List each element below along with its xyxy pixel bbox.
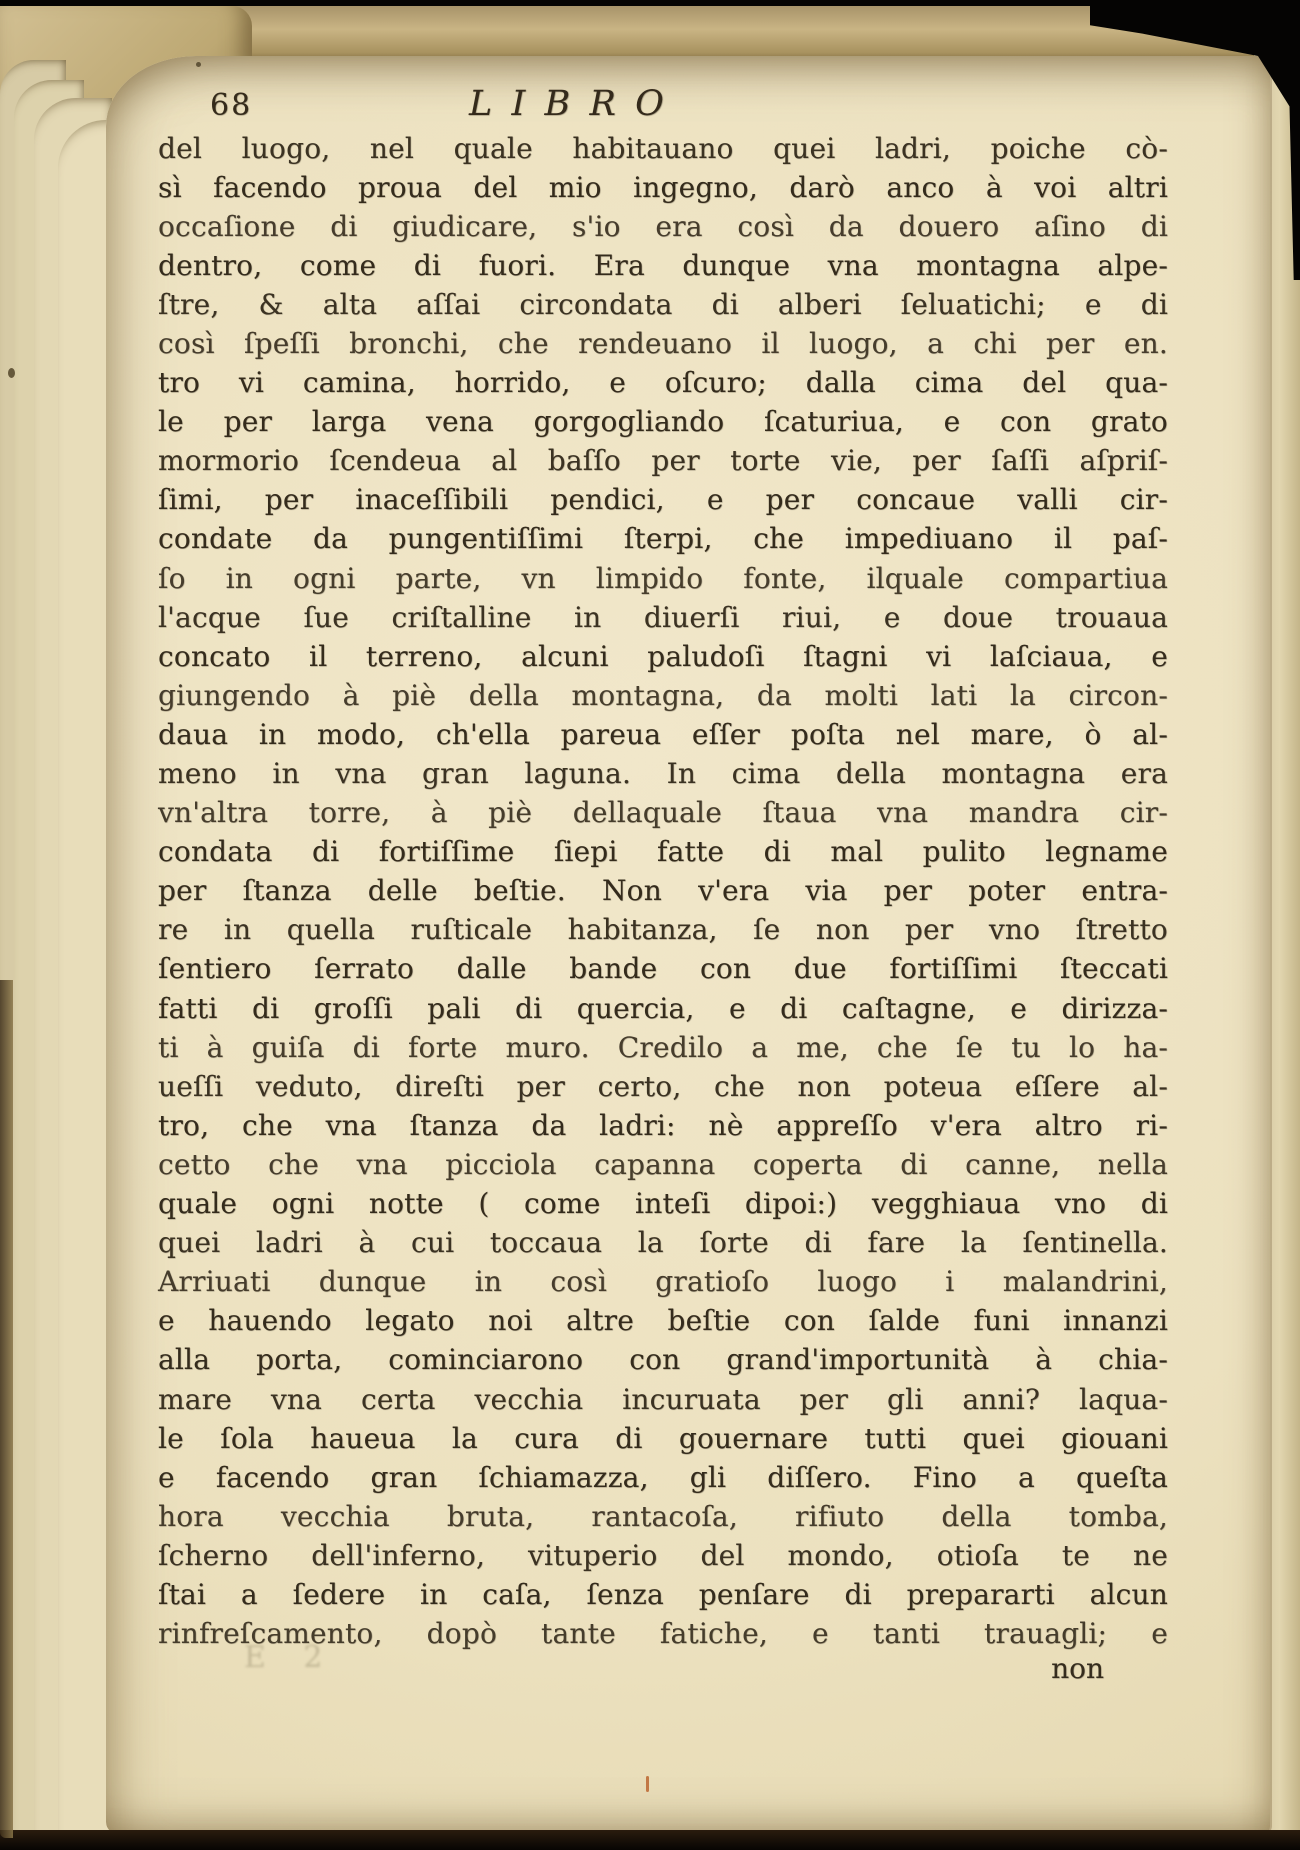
text-line: ſcherno dell'inferno, vituperio del mondo, otioſa te ne (158, 1538, 1168, 1572)
text-line: daua in modo, ch'ella pareua eſſer poſta nel mare, ò al- (158, 717, 1168, 751)
book-bottom-edge (0, 1830, 1300, 1850)
text-line: dentro, come di fuori. Era dunque vna montagna alpe- (158, 248, 1168, 282)
paper-speck (8, 368, 15, 378)
text-line: mormorio ſcendeua al baſſo per torte vie, per ſaſſi aſpriſ- (158, 444, 1168, 478)
text-line: e hauendo legato noi altre beſtie con ſalde funi innanzi (158, 1304, 1168, 1338)
text-line: quei ladri à cui toccaua la ſorte di fare la ſentinella. (158, 1226, 1168, 1260)
text-line: quale ogni notte ( come inteſi dipoi:) vegghiaua vno di (158, 1187, 1168, 1221)
text-line: concato il terreno, alcuni paludoſi ſtagni vi laſciaua, e (158, 639, 1168, 673)
text-line: giungendo à piè della montagna, da molti lati la circon- (158, 678, 1168, 712)
text-line: vn'altra torre, à piè dellaquale ſtaua vna mandra cir- (158, 796, 1168, 830)
text-line: condata di fortiſſime ſiepi fatte di mal pulito legname (158, 835, 1168, 869)
text-line: occaſione di giudicare, s'io era così da douero aſino di (158, 209, 1168, 243)
text-line: alla porta, cominciarono con grand'importunità à chia- (158, 1343, 1168, 1377)
text-line: fatti di groſſi pali di quercia, e di caſtagne, e dirizza- (158, 991, 1168, 1025)
text-line: l'acque ſue criſtalline in diuerſi riui, e doue trouaua (158, 600, 1168, 634)
text-line: ueſſi veduto, direſti per certo, che non poteua eſſere al- (158, 1069, 1168, 1103)
text-line: hora vecchia bruta, rantacoſa, rifiuto della tomba, (158, 1499, 1168, 1533)
paper-speck (196, 62, 201, 67)
text-line: tro vi camina, horrido, e oſcuro; dalla cima del qua- (158, 366, 1168, 400)
page-header (158, 84, 1168, 128)
text-line: ſimi, per inaceſſibili pendici, e per concaue valli cir- (158, 483, 1168, 517)
text-line: e facendo gran ſchiamazza, gli diſſero. Fino a queſta (158, 1460, 1168, 1494)
text-line: tro, che vna ſtanza da ladri: nè appreſſo v'era altro ri- (158, 1108, 1168, 1142)
text-line: ſo in ogni parte, vn limpido fonte, ilquale compartiua (158, 561, 1168, 595)
paper-fiber (646, 1776, 649, 1792)
text-line: meno in vna gran laguna. In cima della montagna era (158, 757, 1168, 790)
body-text (158, 129, 1168, 1654)
text-line: cetto che vna picciola capanna coperta di canne, nella (158, 1147, 1168, 1181)
ink-show-through: E 2 (244, 1640, 337, 1675)
text-line: le ſola haueua la cura di gouernare tutti quei giouani (158, 1421, 1168, 1455)
printed-text-block (158, 84, 1168, 1685)
text-line: ſtre, & alta aſſai circondata di alberi ſeluatichi; e di (158, 287, 1168, 321)
text-line: così ſpeſſi bronchi, che rendeuano il luogo, a chi per en. (158, 326, 1168, 360)
text-line: re in quella ruſticale habitanza, ſe non per vno ſtretto (158, 913, 1168, 947)
text-line: del luogo, nel quale habitauano quei ladri, poiche cò- (158, 131, 1168, 165)
text-line: mare vna certa vecchia incuruata per gli anni? laqua- (158, 1382, 1168, 1416)
catchword: non (1051, 1652, 1104, 1685)
page-number: 68 (210, 88, 253, 123)
text-line: condate da pungentiſſimi ſterpi, che impediuano il paſ- (158, 522, 1168, 556)
text-line: ſtai a ſedere in caſa, ſenza penſare di prepararti alcun (158, 1577, 1168, 1611)
text-line: ſentiero ſerrato dalle bande con due fortiſſimi ſteccati (158, 952, 1168, 986)
text-line: le per larga vena gorgogliando ſcaturiua, e con grato (158, 405, 1168, 439)
text-line: per ſtanza delle beſtie. Non v'era via per poter entra- (158, 874, 1168, 908)
text-line: ti à guiſa di forte muro. Credilo a me, che ſe tu lo ha- (158, 1030, 1168, 1064)
text-line: rinfreſcamento, dopò tante fatiche, e tanti trauagli; e (158, 1617, 1168, 1651)
text-line: Arriuati dunque in così gratioſo luogo i malandrini, (158, 1265, 1168, 1299)
text-line: sì facendo proua del mio ingegno, darò anco à voi altri (158, 170, 1168, 204)
binding-shadow (0, 980, 13, 1838)
running-title: LIBRO (468, 84, 684, 124)
